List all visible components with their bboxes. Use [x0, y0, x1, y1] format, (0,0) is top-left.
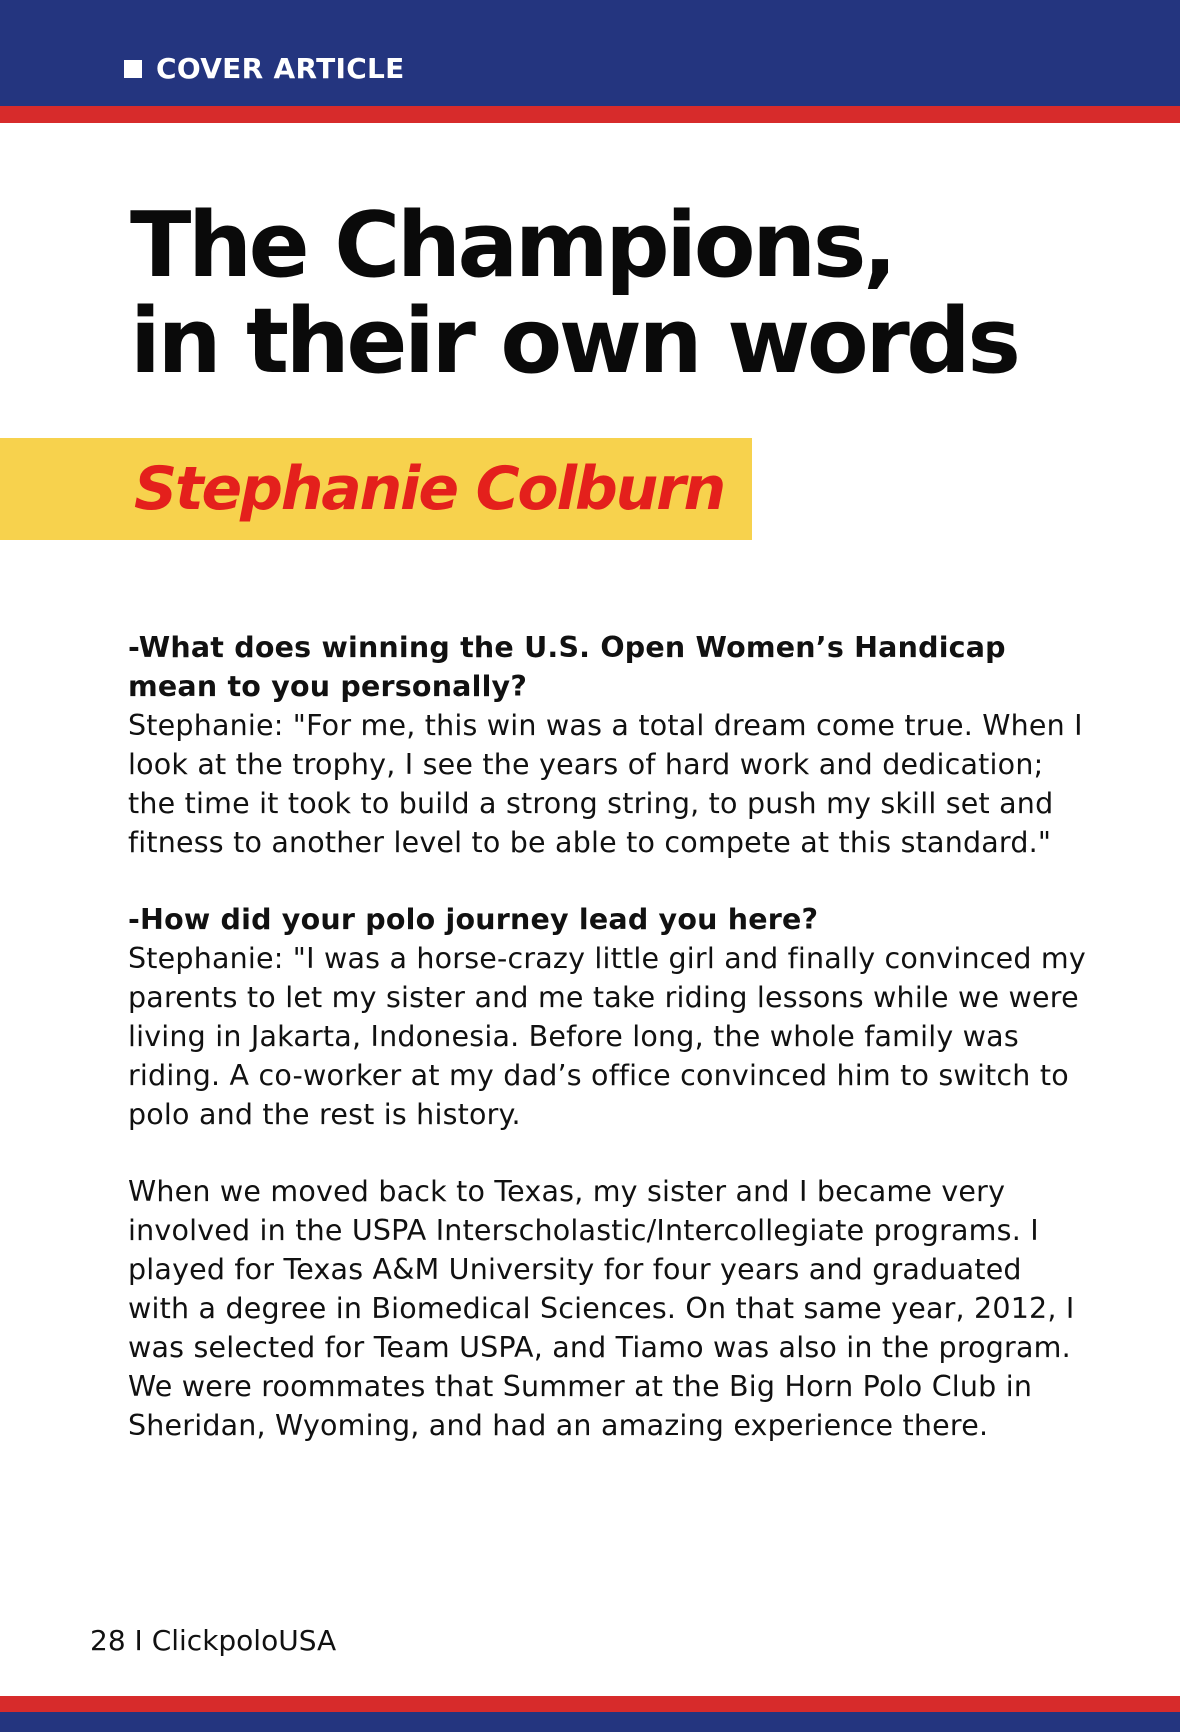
title-line-1: The Champions,: [130, 193, 894, 298]
question-2: -How did your polo journey lead you here?: [128, 903, 819, 936]
subject-name: Stephanie Colburn: [134, 454, 724, 524]
header-red-stripe: [0, 106, 1180, 123]
question-1: -What does winning the U.S. Open Women’s Handicap mean to you personally?: [128, 631, 1006, 703]
article-title: [130, 193, 1018, 394]
paragraph-spacer: [128, 1134, 1088, 1172]
section-label: [124, 52, 405, 85]
square-bullet-icon: [124, 60, 142, 78]
title-line-2: in their own words: [130, 289, 1018, 394]
page-footer: 28 I ClickpoloUSA: [90, 1624, 337, 1657]
footer-blue-bar: [0, 1712, 1180, 1732]
answer-2-continued: When we moved back to Texas, my sister and I became very involved in the USPA Interscholastic/Intercollegiate programs. I played for Texas A&M University for four years and graduated with a degree in Biomedical Sciences. On that same year, 2012, I was selected for Team USPA, and Tiamo was also in the program. We were roommates that Summer at the Big Horn Polo Club in Sheridan, Wyoming, and had an amazing experience there.: [128, 1175, 1075, 1442]
answer-2: Stephanie: "I was a horse-crazy little girl and finally convinced my parents to let my sister and me take riding lessons while we were living in Jakarta, Indonesia. Before long, the whole family was riding. A co-worker at my dad’s office convinced him to switch to polo and the rest is history.: [128, 942, 1086, 1131]
section-label-text: COVER ARTICLE: [156, 52, 405, 85]
footer-red-stripe: [0, 1696, 1180, 1712]
article-body: [128, 628, 1088, 1445]
paragraph-spacer: [128, 862, 1088, 900]
answer-1: Stephanie: "For me, this win was a total dream come true. When I look at the trophy, I see the years of hard work and dedication; the time it took to build a strong string, to push my skill set and fitness to another level to be able to compete at this standard.": [128, 709, 1083, 859]
